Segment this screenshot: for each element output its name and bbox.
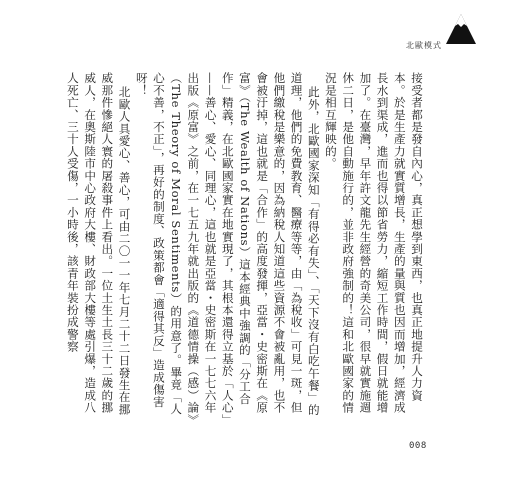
body-text-block [65,72,425,422]
page-number: 008 [409,441,427,451]
mountain-icon [444,12,478,46]
paragraph: 北歐人具愛心、善心，可由二〇一一年七月二十二日發生在挪威那件慘絕人寰的屠殺事件上看出。一位土生土長三十二歲的挪威人，在奧斯陸市中心政府大樓、財政部大樓等處引爆，造成八人死亡、三十人受傷，一小時後，該青年裝扮成警察 [65,72,132,416]
section-title: 北歐模式 [406,41,442,50]
paragraph: 此外，北歐國家深知「有得必有失」、「天下沒有白吃午餐」的道理，他們的免費教育、醫療等等，由「為稅收」可見一斑，但他們繳稅是樂意的，因為納稅人知道這些資源不會被亂用，也不會被汙掉，這也就是「合作」的高度發揮，亞當・史密斯在《原富》（The Wealth of Nations）這本經典中強調的「分工合作」精義，在北歐國家實在地實現了，其根本還得立基於「人心」——善心、愛心、同理心，這也就是亞當・史密斯在一七七六年出版《原富》之前，在一七五九年就出版的《道德情操（感）論》（The Theory of Moral Sentiments）的用意了。畢竟「人心不善，不正」，再好的制度、政策都會「適得其反」造成傷害呀！ [134,72,321,420]
body-text [65,72,425,422]
page-header [0,0,520,60]
paragraph: 接受者都是發自內心，真正想學到東西，也真正地提升人力資本。於是生產力就實質增長，生產的量與質也因而增加，經濟成長水到渠成，進而也得以節省勞力，縮短工作時間，假日就能增加了。在臺灣，早年許文龍先生經營的奇美公司，很早就實施週休二日，是他自動施行的，並非政府強制的！這和北歐國家的情況是相互輝映的。 [323,72,424,414]
